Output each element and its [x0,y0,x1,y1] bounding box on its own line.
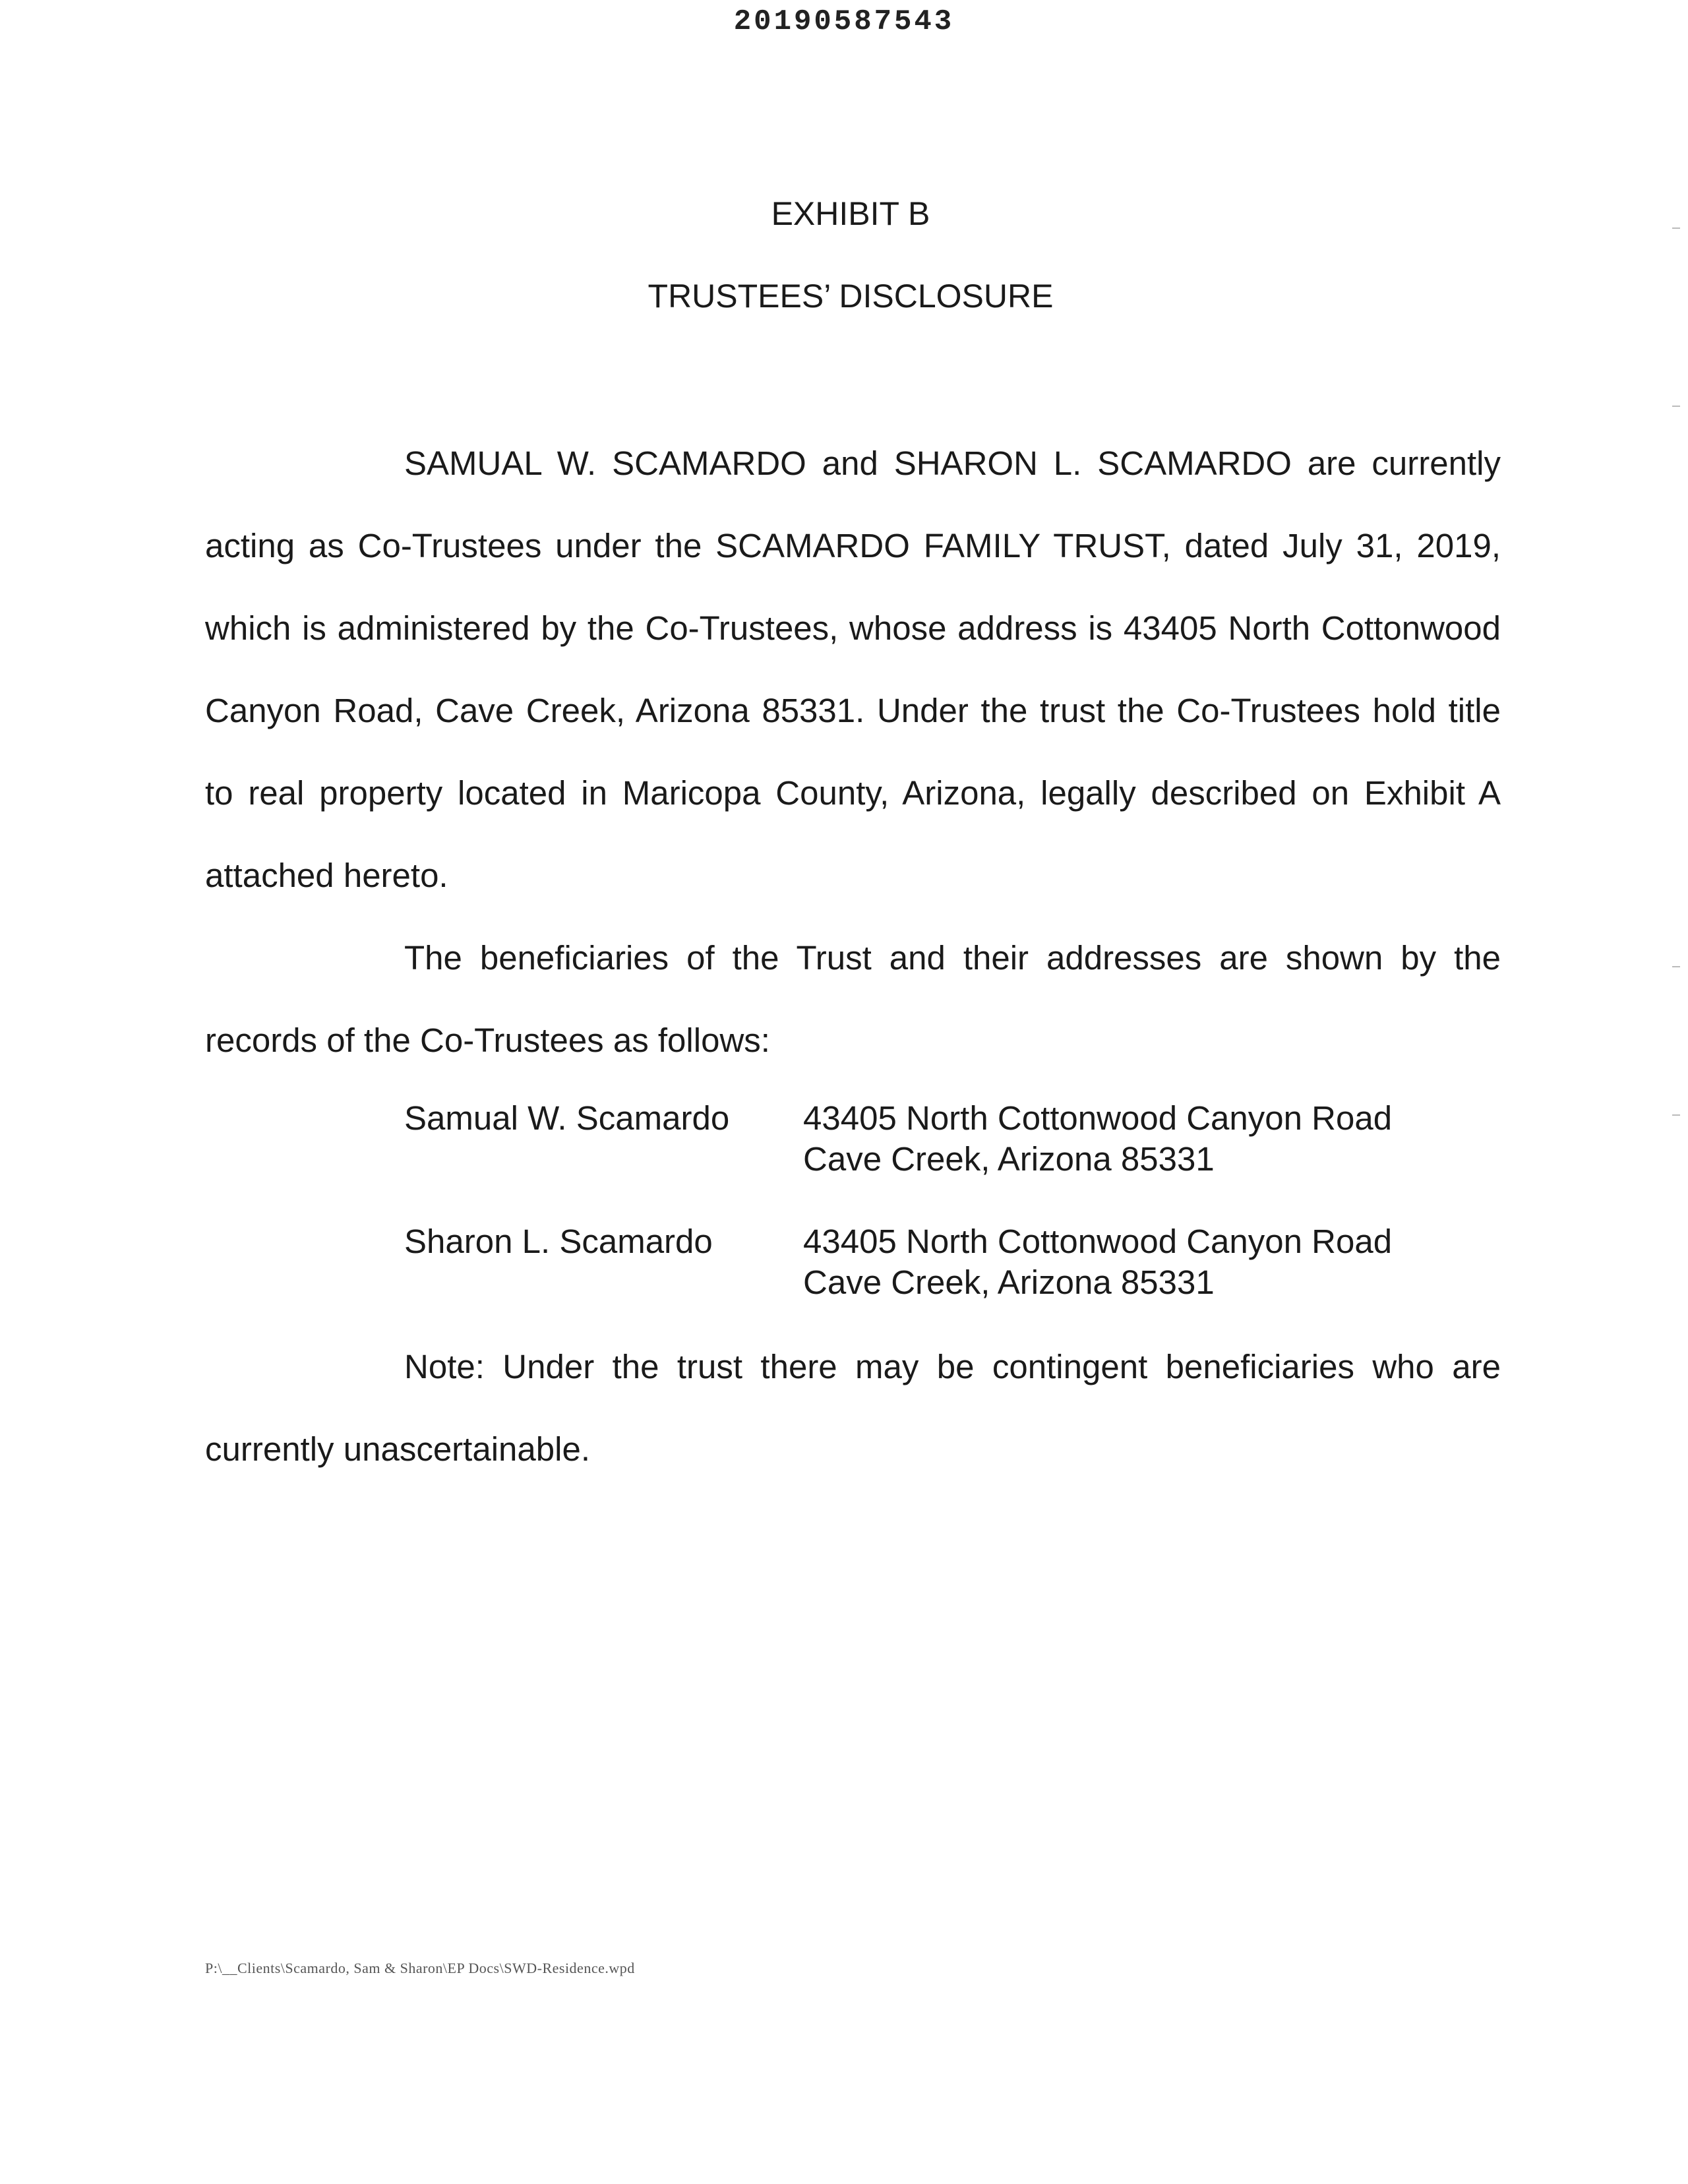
beneficiary-name: Samual W. Scamardo [404,1099,730,1137]
beneficiaries-intro-paragraph: The beneficiaries of the Trust and their addresses are shown by the records of the Co-Trustees as follows: [205,939,1501,1059]
document-title: TRUSTEES’ DISCLOSURE [648,278,1054,315]
scan-edge-mark [1672,966,1680,967]
exhibit-title: EXHIBIT B [771,195,930,232]
beneficiary-address [803,1098,1392,1180]
beneficiary-address-line1: 43405 North Cottonwood Canyon Road [803,1223,1393,1260]
beneficiary-address-line2: Cave Creek, Arizona 85331 [803,1263,1215,1301]
trustees-paragraph: SAMUAL W. SCAMARDO and SHARON L. SCAMARDO are currently acting as Co-Trustees under the SCAMARDO FAMILY TRUST, dated July 31, 2019, which is administered by the Co-Trustees, whose address is 43405 North Cottonwood Canyon Road, Cave Creek, Arizona 85331. Under the trust the Co-Trustees hold title to real property located in Maricopa County, Arizona, legally described on Exhibit A attached hereto. [205,444,1501,894]
footer-file-path: P:\__Clients\Scamardo, Sam & Sharon\EP Docs\SWD-Residence.wpd [205,1960,635,1976]
note-paragraph: Note: Under the trust there may be contingent beneficiaries who are currently unascertainable. [205,1348,1501,1468]
recording-number: 20190587543 [733,5,955,38]
beneficiary-address [803,1221,1392,1303]
beneficiary-address-line1: 43405 North Cottonwood Canyon Road [803,1099,1393,1137]
scan-edge-mark [1672,406,1680,407]
beneficiary-name: Sharon L. Scamardo [404,1223,713,1260]
scan-edge-mark [1672,1114,1680,1116]
beneficiary-address-line2: Cave Creek, Arizona 85331 [803,1140,1215,1178]
scan-edge-mark [1672,228,1680,229]
